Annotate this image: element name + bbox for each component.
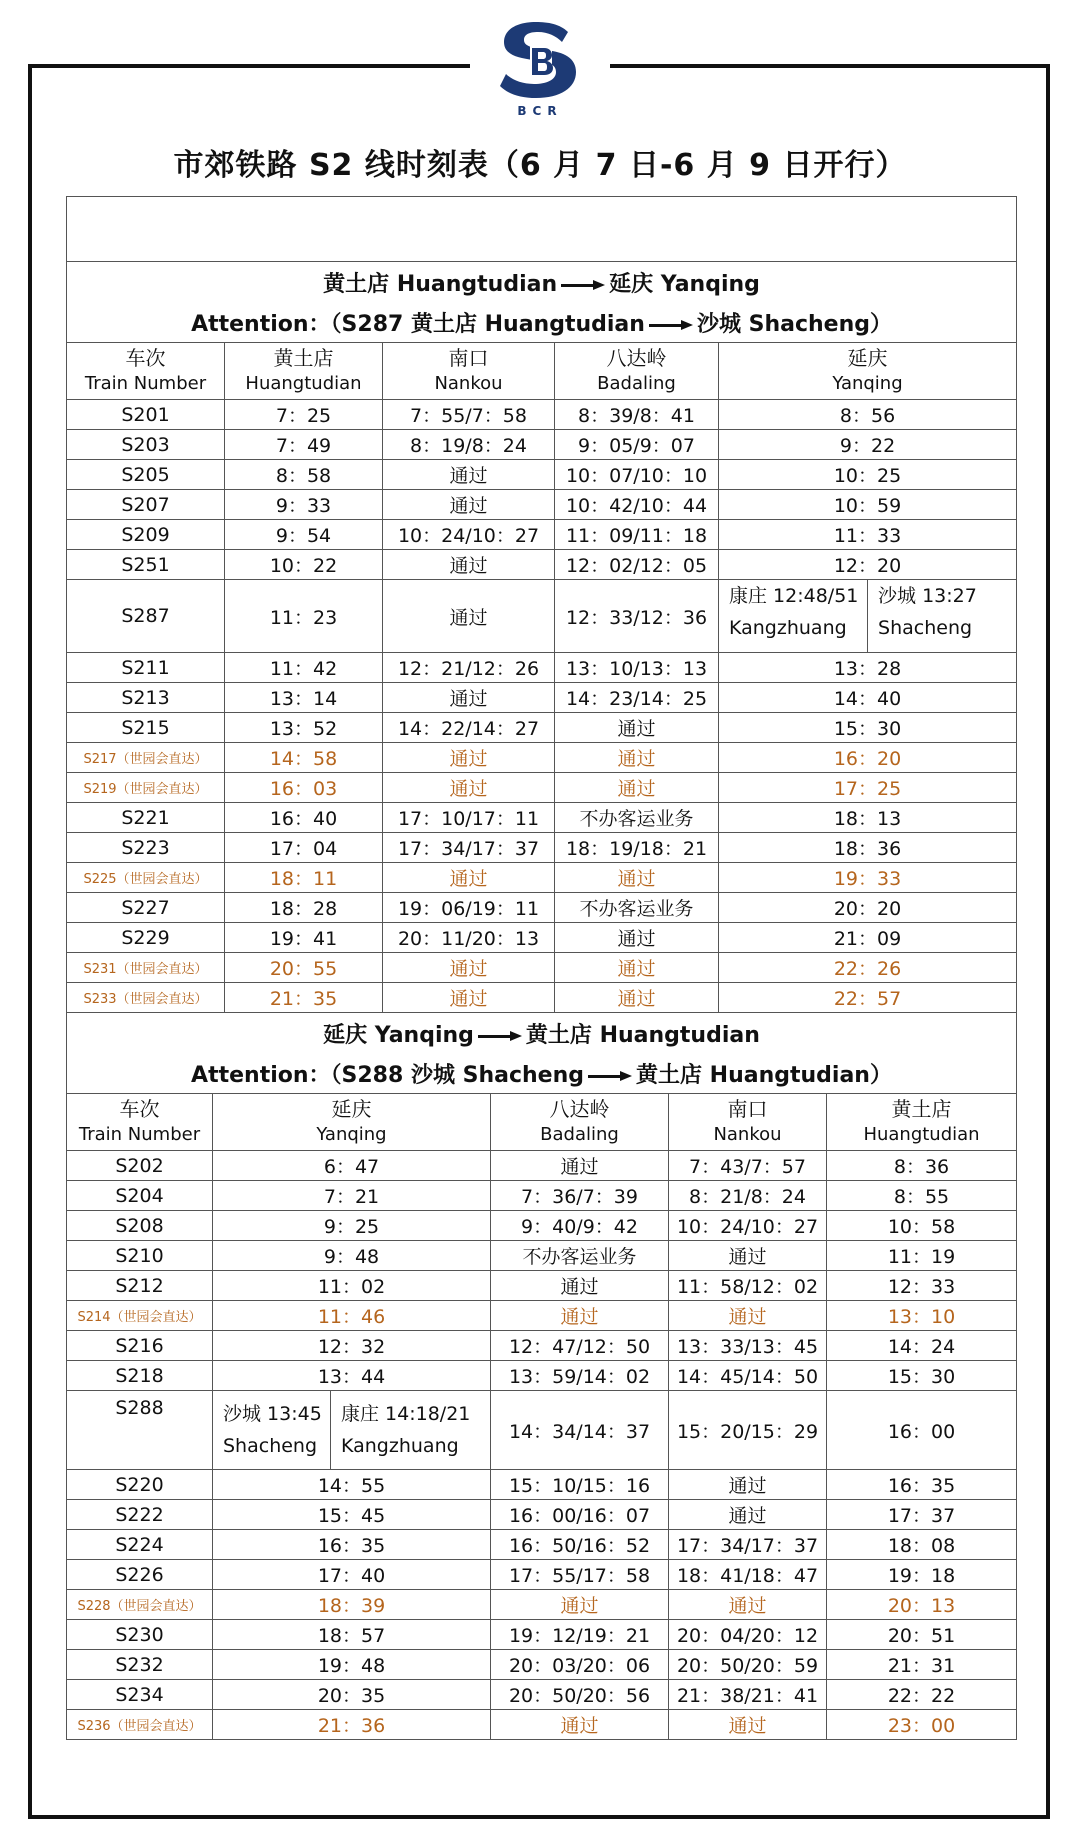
- table-row: [67, 983, 1017, 1013]
- table-row-s287: [67, 580, 1017, 653]
- time-cell: 不办客运业务: [555, 803, 719, 833]
- time-cell: 17：10/17：11: [383, 803, 555, 833]
- time-cell: 通过: [383, 460, 555, 490]
- time-cell: 9：48: [213, 1241, 491, 1271]
- time-cell: 通过: [383, 743, 555, 773]
- time-cell: 14：23/14：25: [555, 683, 719, 713]
- time-cell: 通过: [383, 550, 555, 580]
- train-number: S219（世园会直达）: [67, 773, 225, 803]
- train-number: S234: [67, 1680, 213, 1710]
- arrow-right-icon: [561, 280, 605, 290]
- table-row: [67, 1560, 1017, 1590]
- table-row: [67, 833, 1017, 863]
- time-cell: 10：25: [719, 460, 1017, 490]
- time-cell: 通过: [383, 683, 555, 713]
- time-cell: 19：41: [225, 923, 383, 953]
- time-cell: 7：21: [213, 1181, 491, 1211]
- time-cell: 11：23: [225, 580, 383, 653]
- table-row: [67, 400, 1017, 430]
- table-row: [67, 1241, 1017, 1271]
- time-cell: 通过: [669, 1470, 827, 1500]
- time-cell: 21：31: [827, 1650, 1017, 1680]
- table-row: [67, 1620, 1017, 1650]
- train-number: S228（世园会直达）: [67, 1590, 213, 1620]
- train-number: S221: [67, 803, 225, 833]
- time-cell: 9：22: [719, 430, 1017, 460]
- time-cell: 17：34/17：37: [383, 833, 555, 863]
- column-header: 车次 Train Number: [67, 1094, 213, 1151]
- time-cell: 14：45/14：50: [669, 1361, 827, 1391]
- time-cell: 16：50/16：52: [491, 1530, 669, 1560]
- time-cell: 13：10/13：13: [555, 653, 719, 683]
- table-row: [67, 683, 1017, 713]
- time-cell: 20：04/20：12: [669, 1620, 827, 1650]
- time-cell: 14：22/14：27: [383, 713, 555, 743]
- time-cell: 15：30: [827, 1361, 1017, 1391]
- table-row: [67, 1271, 1017, 1301]
- time-cell: 通过: [491, 1590, 669, 1620]
- time-cell: 18：36: [719, 833, 1017, 863]
- time-cell: 7：36/7：39: [491, 1181, 669, 1211]
- time-cell: 通过: [669, 1500, 827, 1530]
- time-cell: 18：08: [827, 1530, 1017, 1560]
- table-row: [67, 893, 1017, 923]
- train-number: S216: [67, 1331, 213, 1361]
- time-cell: 19：12/19：21: [491, 1620, 669, 1650]
- table-row: [67, 1680, 1017, 1710]
- train-number: S204: [67, 1181, 213, 1211]
- time-cell: 7：25: [225, 400, 383, 430]
- train-number: S229: [67, 923, 225, 953]
- train-number: S209: [67, 520, 225, 550]
- table-row: [67, 1590, 1017, 1620]
- train-number: S212: [67, 1271, 213, 1301]
- time-cell: 通过: [383, 863, 555, 893]
- outbound-attention: Attention：（S287 黄土店 Huangtudian 沙城 Shacheng）: [67, 302, 1017, 343]
- time-cell: 不办客运业务: [555, 893, 719, 923]
- time-cell: 通过: [555, 743, 719, 773]
- time-cell: 8：55: [827, 1181, 1017, 1211]
- time-cell: 通过: [669, 1301, 827, 1331]
- train-number: S223: [67, 833, 225, 863]
- train-number: S226: [67, 1560, 213, 1590]
- time-cell: 15：10/15：16: [491, 1470, 669, 1500]
- time-cell: 8：19/8：24: [383, 430, 555, 460]
- time-cell: 20：11/20：13: [383, 923, 555, 953]
- time-cell: 16：40: [225, 803, 383, 833]
- train-number: S215: [67, 713, 225, 743]
- time-cell: 8：56: [719, 400, 1017, 430]
- time-cell: 23：00: [827, 1710, 1017, 1740]
- time-cell: 10：58: [827, 1211, 1017, 1241]
- column-header: 延庆 Yanqing: [213, 1094, 491, 1151]
- shacheng-stop: 沙城 13:27 Shacheng: [878, 585, 977, 639]
- train-number: S236（世园会直达）: [67, 1710, 213, 1740]
- time-cell: 10：24/10：27: [669, 1211, 827, 1241]
- column-header: 南口 Nankou: [669, 1094, 827, 1151]
- inbound-attention: Attention：（S288 沙城 Shacheng 黄土店 Huangtudian）: [67, 1053, 1017, 1094]
- train-number: S213: [67, 683, 225, 713]
- time-cell: 18：39: [213, 1590, 491, 1620]
- time-cell: 7：55/7：58: [383, 400, 555, 430]
- time-cell: 16：20: [719, 743, 1017, 773]
- column-header: 黄土店 Huangtudian: [827, 1094, 1017, 1151]
- table-row: [67, 1181, 1017, 1211]
- blank-row: [67, 197, 1017, 262]
- train-number: S222: [67, 1500, 213, 1530]
- time-cell: 6：47: [213, 1151, 491, 1181]
- time-cell: 17：34/17：37: [669, 1530, 827, 1560]
- table-row: [67, 653, 1017, 683]
- train-number: S287: [67, 580, 225, 653]
- time-cell: 9：40/9：42: [491, 1211, 669, 1241]
- arrow-right-icon: [588, 1071, 632, 1081]
- time-cell: 通过: [383, 490, 555, 520]
- time-cell: 20：20: [719, 893, 1017, 923]
- table-row: [67, 803, 1017, 833]
- train-number: S232: [67, 1650, 213, 1680]
- time-cell: 17：25: [719, 773, 1017, 803]
- time-cell: 通过: [555, 983, 719, 1013]
- table-row: [67, 520, 1017, 550]
- table-row: [67, 460, 1017, 490]
- time-cell: 17：37: [827, 1500, 1017, 1530]
- time-cell: 22：22: [827, 1680, 1017, 1710]
- time-cell: 14：24: [827, 1331, 1017, 1361]
- time-cell: 13：10: [827, 1301, 1017, 1331]
- time-cell: 22：26: [719, 953, 1017, 983]
- time-cell: 21：35: [225, 983, 383, 1013]
- time-cell: 9：25: [213, 1211, 491, 1241]
- time-cell: 通过: [669, 1241, 827, 1271]
- train-number: S217（世园会直达）: [67, 743, 225, 773]
- bcr-logo-icon: [490, 20, 590, 102]
- time-cell: 10：24/10：27: [383, 520, 555, 550]
- time-cell: 10：42/10：44: [555, 490, 719, 520]
- outbound-heading: 黄土店 Huangtudian 延庆 Yanqing: [67, 262, 1017, 303]
- time-cell: 通过: [491, 1710, 669, 1740]
- time-cell: 9：54: [225, 520, 383, 550]
- time-cell: 19：18: [827, 1560, 1017, 1590]
- time-cell: 12：32: [213, 1331, 491, 1361]
- time-cell: 通过: [491, 1271, 669, 1301]
- table-row-s288: [67, 1391, 1017, 1470]
- time-cell: 20：50/20：59: [669, 1650, 827, 1680]
- table-row: [67, 490, 1017, 520]
- time-cell: 21：36: [213, 1710, 491, 1740]
- train-number: S210: [67, 1241, 213, 1271]
- time-cell: 17：55/17：58: [491, 1560, 669, 1590]
- time-cell: 19：33: [719, 863, 1017, 893]
- time-cell: 20：03/20：06: [491, 1650, 669, 1680]
- train-number: S201: [67, 400, 225, 430]
- time-cell: 通过: [383, 953, 555, 983]
- table-row: [67, 550, 1017, 580]
- time-cell: 13：52: [225, 713, 383, 743]
- column-header: 南口 Nankou: [383, 343, 555, 400]
- table-row: [67, 1211, 1017, 1241]
- time-cell: 22：57: [719, 983, 1017, 1013]
- arrow-right-icon: [478, 1031, 522, 1041]
- time-cell: 20：55: [225, 953, 383, 983]
- time-cell: 11：19: [827, 1241, 1017, 1271]
- time-cell: 17：04: [225, 833, 383, 863]
- time-cell: 14：40: [719, 683, 1017, 713]
- time-cell: 14：55: [213, 1470, 491, 1500]
- table-row: [67, 1151, 1017, 1181]
- kangzhuang-stop: 康庄 12:48/51 Kangzhuang: [719, 580, 868, 652]
- column-header: 延庆 Yanqing: [719, 343, 1017, 400]
- train-number: S218: [67, 1361, 213, 1391]
- time-cell: 11：02: [213, 1271, 491, 1301]
- time-cell: 10：22: [225, 550, 383, 580]
- time-cell: 7：43/7：57: [669, 1151, 827, 1181]
- column-header: 黄土店 Huangtudian: [225, 343, 383, 400]
- train-number: S230: [67, 1620, 213, 1650]
- time-cell: 不办客运业务: [491, 1241, 669, 1271]
- table-row: [67, 953, 1017, 983]
- time-cell: 12：33: [827, 1271, 1017, 1301]
- time-cell: 17：40: [213, 1560, 491, 1590]
- table-row: [67, 923, 1017, 953]
- table-row: [67, 713, 1017, 743]
- time-cell: 16：03: [225, 773, 383, 803]
- time-cell: 8：39/8：41: [555, 400, 719, 430]
- train-number: S205: [67, 460, 225, 490]
- table-row: [67, 430, 1017, 460]
- time-cell: 13：14: [225, 683, 383, 713]
- time-cell: 16：00: [827, 1391, 1017, 1470]
- column-header: 车次 Train Number: [67, 343, 225, 400]
- train-number: S207: [67, 490, 225, 520]
- time-cell: 通过: [555, 953, 719, 983]
- train-number: S208: [67, 1211, 213, 1241]
- time-cell: 7：49: [225, 430, 383, 460]
- time-cell: 18：28: [225, 893, 383, 923]
- time-cell: 通过: [491, 1301, 669, 1331]
- time-cell: 8：21/8：24: [669, 1181, 827, 1211]
- time-cell: 通过: [383, 773, 555, 803]
- time-cell: 9：33: [225, 490, 383, 520]
- kangzhuang-stop: 康庄 14:18/21 Kangzhuang: [331, 1391, 491, 1470]
- time-cell: 12：20: [719, 550, 1017, 580]
- time-cell: 18：41/18：47: [669, 1560, 827, 1590]
- train-number: S231（世园会直达）: [67, 953, 225, 983]
- inbound-table: [66, 1013, 1017, 1740]
- time-cell: 通过: [669, 1710, 827, 1740]
- time-cell: 21：38/21：41: [669, 1680, 827, 1710]
- train-number: S203: [67, 430, 225, 460]
- table-row: [67, 1361, 1017, 1391]
- table-row: [67, 1650, 1017, 1680]
- train-number: S288: [67, 1391, 213, 1470]
- time-cell: 通过: [555, 863, 719, 893]
- column-header: 八达岭 Badaling: [491, 1094, 669, 1151]
- time-cell: 18：19/18：21: [555, 833, 719, 863]
- time-cell: 20：13: [827, 1590, 1017, 1620]
- time-cell: 20：35: [213, 1680, 491, 1710]
- outbound-table: [66, 196, 1017, 1013]
- time-cell: 12：47/12：50: [491, 1331, 669, 1361]
- train-number: S251: [67, 550, 225, 580]
- train-number: S211: [67, 653, 225, 683]
- time-cell: 11：33: [719, 520, 1017, 550]
- time-cell: 15：30: [719, 713, 1017, 743]
- time-cell: 8：36: [827, 1151, 1017, 1181]
- train-number: S214（世园会直达）: [67, 1301, 213, 1331]
- time-cell: 11：58/12：02: [669, 1271, 827, 1301]
- train-number: S233（世园会直达）: [67, 983, 225, 1013]
- arrow-right-icon: [649, 320, 693, 330]
- inbound-heading: 延庆 Yanqing 黄土店 Huangtudian: [67, 1013, 1017, 1053]
- table-row: [67, 1301, 1017, 1331]
- time-cell: 11：46: [213, 1301, 491, 1331]
- time-cell: 15：20/15：29: [669, 1391, 827, 1470]
- time-cell: 13：28: [719, 653, 1017, 683]
- shacheng-stop: 沙城 13:45 Shacheng: [213, 1391, 331, 1470]
- time-cell: 通过: [669, 1590, 827, 1620]
- time-cell: 16：35: [213, 1530, 491, 1560]
- time-cell: 通过: [555, 713, 719, 743]
- time-cell: 11：42: [225, 653, 383, 683]
- time-cell: 11：09/11：18: [555, 520, 719, 550]
- time-cell: 通过: [555, 773, 719, 803]
- time-cell: 13：59/14：02: [491, 1361, 669, 1391]
- time-cell: 通过: [383, 983, 555, 1013]
- time-cell: 10：59: [719, 490, 1017, 520]
- time-cell: 12：21/12：26: [383, 653, 555, 683]
- train-number: S224: [67, 1530, 213, 1560]
- time-cell: 9：05/9：07: [555, 430, 719, 460]
- table-row: [67, 1470, 1017, 1500]
- timetable: [66, 196, 1016, 1740]
- page-title: 市郊铁路 S2 线时刻表（6 月 7 日-6 月 9 日开行）: [173, 148, 907, 183]
- time-cell: 19：48: [213, 1650, 491, 1680]
- logo-text: BCR: [517, 104, 563, 118]
- table-row: [67, 743, 1017, 773]
- time-cell: 通过: [491, 1151, 669, 1181]
- time-cell: 10：07/10：10: [555, 460, 719, 490]
- time-cell: 13：33/13：45: [669, 1331, 827, 1361]
- time-cell: 20：51: [827, 1620, 1017, 1650]
- time-cell: 14：34/14：37: [491, 1391, 669, 1470]
- time-cell: 18：11: [225, 863, 383, 893]
- train-number: S202: [67, 1151, 213, 1181]
- table-row: [67, 1530, 1017, 1560]
- time-cell: 通过: [383, 580, 555, 653]
- time-cell: 16：00/16：07: [491, 1500, 669, 1530]
- column-header: 八达岭 Badaling: [555, 343, 719, 400]
- time-cell: 通过: [555, 923, 719, 953]
- table-row: [67, 1710, 1017, 1740]
- time-cell: 12：02/12：05: [555, 550, 719, 580]
- table-row: [67, 1331, 1017, 1361]
- table-row: [67, 1500, 1017, 1530]
- time-cell: 19：06/19：11: [383, 893, 555, 923]
- time-cell: 18：13: [719, 803, 1017, 833]
- time-cell: 21：09: [719, 923, 1017, 953]
- time-cell: 15：45: [213, 1500, 491, 1530]
- train-number: S225（世园会直达）: [67, 863, 225, 893]
- time-cell: 18：57: [213, 1620, 491, 1650]
- time-cell: 20：50/20：56: [491, 1680, 669, 1710]
- inbound-header-row: [67, 1094, 1017, 1151]
- train-number: S220: [67, 1470, 213, 1500]
- time-cell: 8：58: [225, 460, 383, 490]
- time-cell: 13：44: [213, 1361, 491, 1391]
- table-row: [67, 773, 1017, 803]
- outbound-header-row: [67, 343, 1017, 400]
- train-number: S227: [67, 893, 225, 923]
- time-cell: 12：33/12：36: [555, 580, 719, 653]
- time-cell: 14：58: [225, 743, 383, 773]
- time-cell: 16：35: [827, 1470, 1017, 1500]
- table-row: [67, 863, 1017, 893]
